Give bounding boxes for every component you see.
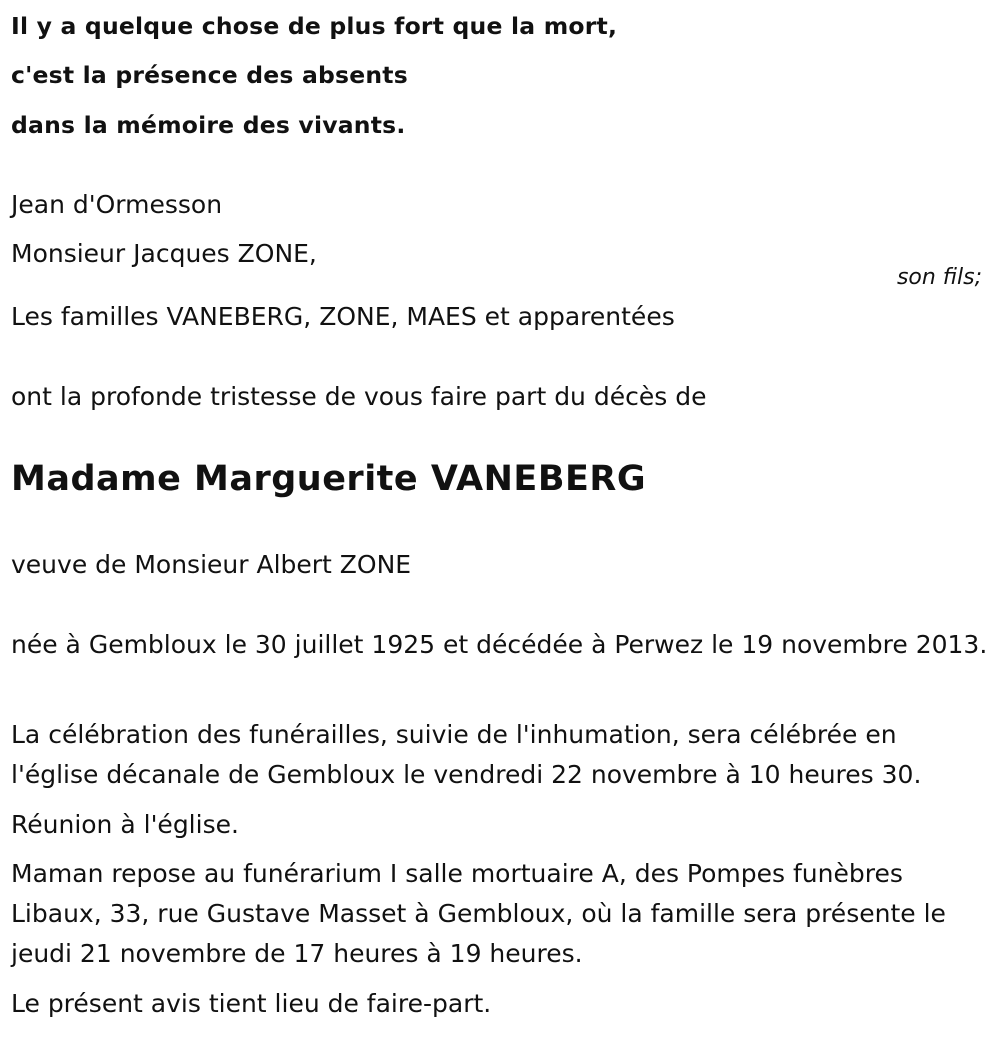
- announcement-text: ont la profonde tristesse de vous faire part du décès de: [11, 382, 707, 411]
- ceremony-paragraph: La célébration des funérailles, suivie de l'inhumation, sera célébrée en l'église décanale de Gembloux le vendredi 22 novembre à 10 heures 30.: [11, 720, 922, 789]
- widow-of-line: veuve de Monsieur Albert ZONE: [11, 550, 412, 579]
- obituary-notice: [11, 0, 991, 1038]
- funeral-home-paragraph: Maman repose au funérarium I salle mortuaire A, des Pompes funèbres Libaux, 33, rue Gustave Masset à Gembloux, où la famille sera présente le jeudi 21 novembre de 17 heures à 19 heures.: [11, 859, 946, 968]
- families-line: Les familles VANEBERG, ZONE, MAES et apparentées: [11, 302, 675, 331]
- reunion-line: Réunion à l'église.: [11, 810, 239, 839]
- birth-death-paragraph: née à Gembloux le 30 juillet 1925 et décédée à Perwez le 19 novembre 2013.: [11, 630, 988, 659]
- son-relation: son fils;: [896, 265, 982, 290]
- son-name: Monsieur Jacques ZONE,: [11, 239, 317, 268]
- notice-line: Le présent avis tient lieu de faire-part.: [11, 989, 492, 1018]
- quote-line-1: Il y a quelque chose de plus fort que la mort,: [11, 12, 618, 40]
- quote-line-2: c'est la présence des absents: [11, 61, 408, 89]
- quote-author: Jean d'Ormesson: [11, 190, 223, 219]
- deceased-name: Madame Marguerite VANEBERG: [11, 459, 647, 499]
- quote-line-3: dans la mémoire des vivants.: [11, 111, 406, 139]
